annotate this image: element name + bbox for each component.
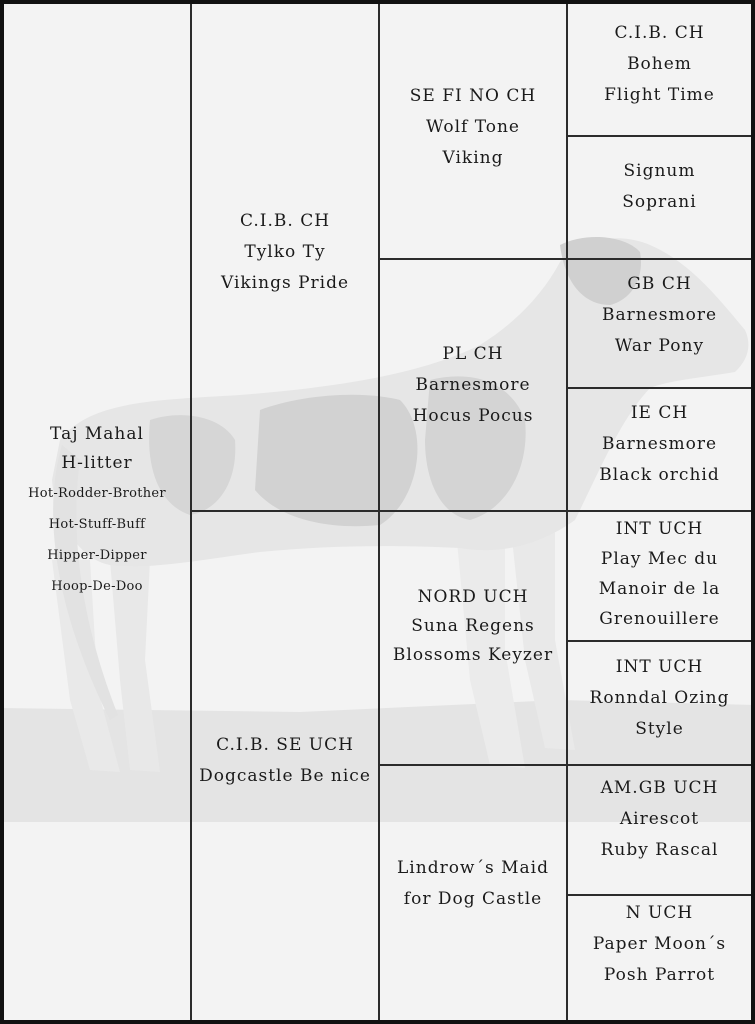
row-divider-gp-1 <box>380 258 751 260</box>
great-grandparent-cell <box>568 897 751 992</box>
dam-title: C.I.B. SE UCH <box>216 735 354 755</box>
ggp-name-line: Ruby Rascal <box>600 840 719 860</box>
sire-sire-title: SE FI NO CH <box>409 86 537 106</box>
sire-sire-name-line: Wolf Tone <box>426 117 520 137</box>
row-divider-gp-3 <box>380 764 751 766</box>
sire-name-line: Tylko Ty <box>244 242 326 262</box>
dam-dam-name-line: Lindrow´s Maid <box>397 858 549 878</box>
row-divider-ggp-5 <box>568 640 751 642</box>
row-divider-ggp-3 <box>568 387 751 389</box>
great-grandparent-cell <box>568 397 751 492</box>
sire-dam-name-line: Barnesmore <box>415 375 531 395</box>
great-grandparent-cell <box>568 268 751 363</box>
ggp-title: AM.GB UCH <box>600 778 719 798</box>
litter-label: H-litter <box>61 453 133 473</box>
dam-cell <box>192 728 378 794</box>
puppy-name: Taj Mahal <box>50 424 144 444</box>
ggp-name-line: Ronndal Ozing <box>589 688 730 708</box>
ggp-name-line: Style <box>635 719 684 739</box>
sire-dam-title: PL CH <box>442 344 504 364</box>
ggp-name-line: Flight Time <box>604 85 715 105</box>
litter-pup-name: Hipper-Dipper <box>47 548 147 563</box>
great-grandparent-cell <box>568 514 751 634</box>
ggp-name-line: Airescot <box>619 809 700 829</box>
ggp-name-line: Soprani <box>622 192 697 212</box>
ggp-name-line: War Pony <box>614 336 705 356</box>
dam-dam-name-line: for Dog Castle <box>403 889 543 909</box>
ggp-name-line: Signum <box>623 161 696 181</box>
ggp-name-line: Posh Parrot <box>603 965 716 985</box>
ggp-name-line: Bohem <box>627 54 692 74</box>
dam-sire-name-line: Suna Regens <box>411 615 535 636</box>
litter-pup-name: Hot-Rodder-Brother <box>28 486 166 501</box>
row-divider-ggp-7 <box>568 894 751 896</box>
great-grandparent-cell <box>568 772 751 867</box>
sire-sire-name-line: Viking <box>442 148 504 168</box>
ggp-name-line: Manoir de la <box>598 579 721 599</box>
ggp-name-line: Barnesmore <box>601 434 718 454</box>
ggp-title: INT UCH <box>615 519 704 539</box>
puppy-cell <box>4 420 190 610</box>
sire-name-line: Vikings Pride <box>220 273 350 293</box>
ggp-name-line: Barnesmore <box>601 305 718 325</box>
sire-sire-cell <box>380 80 566 175</box>
dam-sire-title: NORD UCH <box>417 586 529 607</box>
ggp-name-line: Grenouillere <box>599 609 720 629</box>
ggp-title: GB CH <box>627 274 692 294</box>
great-grandparent-cell <box>568 17 751 112</box>
ggp-title: INT UCH <box>615 657 704 677</box>
dam-name: Dogcastle Be nice <box>199 766 371 786</box>
dam-dam-cell <box>380 852 566 916</box>
litter-pup-name: Hot-Stuff-Buff <box>48 517 146 532</box>
row-divider-sire-dam <box>192 510 751 512</box>
great-grandparent-cell <box>568 651 751 746</box>
dam-sire-name-line: Blossoms Keyzer <box>392 644 554 665</box>
ggp-title: C.I.B. CH <box>614 23 705 43</box>
ggp-name-line: Paper Moon´s <box>592 934 727 954</box>
dam-sire-cell <box>380 580 566 672</box>
column-divider-1 <box>190 4 192 1020</box>
sire-dam-name-line: Hocus Pocus <box>412 406 534 426</box>
ggp-name-line: Black orchid <box>599 465 720 485</box>
ggp-name-line: Play Mec du <box>600 549 719 569</box>
great-grandparent-cell <box>568 155 751 219</box>
row-divider-ggp-1 <box>568 135 751 137</box>
ggp-title: IE CH <box>630 403 689 423</box>
sire-dam-cell <box>380 338 566 433</box>
sire-cell <box>192 205 378 300</box>
ggp-title: N UCH <box>625 903 694 923</box>
sire-title: C.I.B. CH <box>239 211 331 231</box>
litter-pup-name: Hoop-De-Doo <box>51 579 143 594</box>
